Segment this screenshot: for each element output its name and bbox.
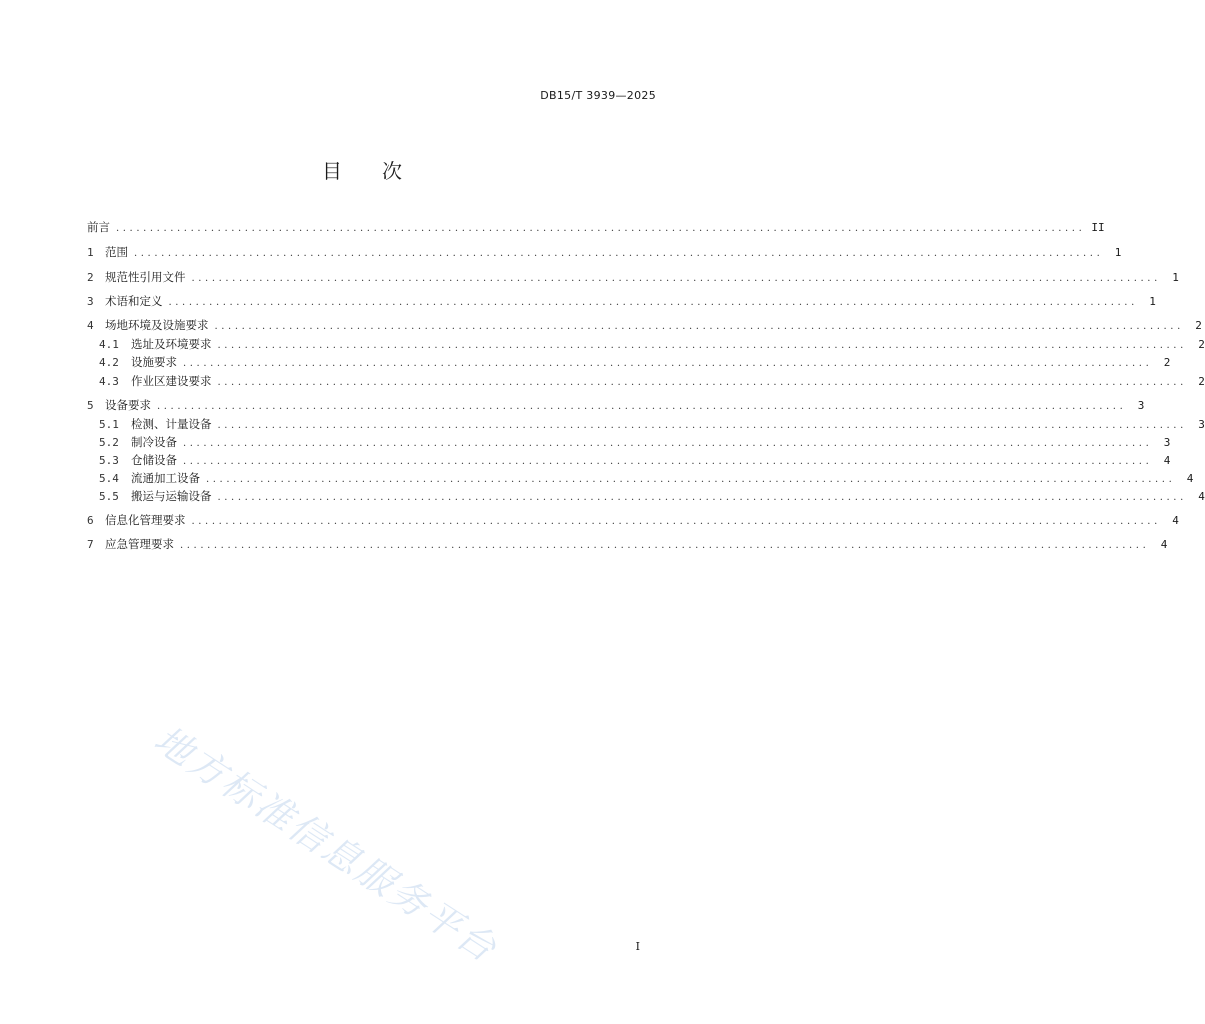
toc-entry-number: 5.5 <box>99 490 119 503</box>
title-char-2: 次 <box>382 159 402 183</box>
toc-entry-page: 4 <box>1160 538 1168 551</box>
toc-leader-dots: ............................................................................................................................................... <box>217 492 1187 503</box>
toc-entry-label: 场地环境及设施要求 <box>105 318 209 332</box>
toc-leader-dots: ............................................................................................................................................... <box>217 420 1187 431</box>
toc-leader-dots: ............................................................................................................................................... <box>168 297 1138 308</box>
toc-entry-label: 作业区建设要求 <box>131 374 212 388</box>
toc-entry-label: 术语和定义 <box>105 294 163 308</box>
toc-entry-page: 4 <box>1186 472 1194 485</box>
toc-entry-1[interactable] <box>87 244 1122 260</box>
toc-leader-dots: ............................................................................................................................................... <box>157 401 1127 412</box>
toc-leader-dots: ............................................................................................................................................... <box>191 516 1161 527</box>
toc-entry-page: 2 <box>1198 375 1205 388</box>
toc-entry-number: 4 <box>87 319 94 332</box>
toc-entry-page: 3 <box>1137 399 1145 412</box>
toc-entry-number: 5 <box>87 399 94 412</box>
toc-leader-dots: ............................................................................................................................................... <box>116 223 1086 234</box>
toc-entry-number: 2 <box>87 271 94 284</box>
toc-leader-dots: ............................................................................................................................................... <box>217 377 1187 388</box>
toc-entry-number: 4.1 <box>99 338 119 351</box>
toc-entry-label: 信息化管理要求 <box>105 513 186 527</box>
toc-entry-page: 3 <box>1198 418 1205 431</box>
toc-entry-label: 选址及环境要求 <box>131 337 212 351</box>
toc-entry-number: 6 <box>87 514 94 527</box>
toc-entry-number: 7 <box>87 538 94 551</box>
page-title <box>0 155 724 184</box>
toc-entry-4-2[interactable] <box>87 354 1171 370</box>
toc-entry-5-1[interactable] <box>87 416 1205 432</box>
toc-entry-page: 4 <box>1172 514 1179 527</box>
toc-entry-3[interactable] <box>87 293 1156 309</box>
toc-entry-label: 设备要求 <box>105 398 151 412</box>
toc-entry-label: 检测、计量设备 <box>131 417 212 431</box>
watermark-text: 地方标准信息服务平台 <box>146 717 506 972</box>
toc-leader-dots: ............................................................................................................................................... <box>183 438 1153 449</box>
title-char-1: 目 <box>322 159 342 183</box>
toc-entry-label: 应急管理要求 <box>105 537 174 551</box>
toc-entry-label: 仓储设备 <box>131 453 177 467</box>
toc-entry-page: 3 <box>1163 436 1171 449</box>
toc-entry-4-1[interactable] <box>87 336 1205 352</box>
toc-entry-label: 前言 <box>87 220 110 234</box>
toc-entry-label: 流通加工设备 <box>131 471 200 485</box>
toc-entry-4[interactable] <box>87 317 1202 333</box>
toc-entry-5-2[interactable] <box>87 434 1171 450</box>
toc-entry-2[interactable] <box>87 269 1179 285</box>
toc-entry-number: 5.1 <box>99 418 119 431</box>
page-number: I <box>635 940 640 953</box>
toc-entry-number: 5.3 <box>99 454 119 467</box>
toc-entry-page: 4 <box>1163 454 1171 467</box>
toc-entry-number: 5.2 <box>99 436 119 449</box>
toc-entry-page: 1 <box>1149 295 1156 308</box>
toc-entry-page: 1 <box>1172 271 1179 284</box>
toc-entry-label: 设施要求 <box>131 355 177 369</box>
toc-leader-dots: ............................................................................................................................................... <box>206 474 1176 485</box>
toc-entry-label: 制冷设备 <box>131 435 177 449</box>
toc-entry-page: 2 <box>1195 319 1202 332</box>
toc-entry-page: II <box>1091 221 1105 234</box>
toc-entry-6[interactable] <box>87 512 1179 528</box>
toc-entry-5-4[interactable] <box>87 470 1194 486</box>
toc-leader-dots: ............................................................................................................................................... <box>134 248 1104 259</box>
toc-entry-number: 4.3 <box>99 375 119 388</box>
document-number: DB15/T 3939—2025 <box>540 89 656 102</box>
toc-entry-7[interactable] <box>87 536 1168 552</box>
toc-entry-5-5[interactable] <box>87 488 1205 504</box>
toc-entry-page: 2 <box>1163 356 1171 369</box>
toc-entry-label: 搬运与运输设备 <box>131 489 212 503</box>
toc-entry-page: 1 <box>1114 246 1122 259</box>
toc-leader-dots: ............................................................................................................................................... <box>217 340 1187 351</box>
toc-entry-foreword[interactable] <box>87 219 1105 235</box>
toc-entry-number: 3 <box>87 295 94 308</box>
toc-entry-label: 范围 <box>105 245 128 259</box>
toc-entry-page: 4 <box>1198 490 1205 503</box>
toc-entry-number: 5.4 <box>99 472 119 485</box>
toc-entry-page: 2 <box>1198 338 1205 351</box>
toc-entry-label: 规范性引用文件 <box>105 270 186 284</box>
toc-leader-dots: ............................................................................................................................................... <box>183 358 1153 369</box>
toc-entry-number: 4.2 <box>99 356 119 369</box>
toc-entry-4-3[interactable] <box>87 373 1205 389</box>
toc-entry-5-3[interactable] <box>87 452 1171 468</box>
toc-leader-dots: ............................................................................................................................................... <box>191 273 1161 284</box>
toc-leader-dots: ............................................................................................................................................... <box>183 456 1153 467</box>
toc-entry-5[interactable] <box>87 397 1145 413</box>
toc-leader-dots: ............................................................................................................................................... <box>214 321 1184 332</box>
toc-leader-dots: ............................................................................................................................................... <box>180 540 1150 551</box>
toc-entry-number: 1 <box>87 246 94 259</box>
